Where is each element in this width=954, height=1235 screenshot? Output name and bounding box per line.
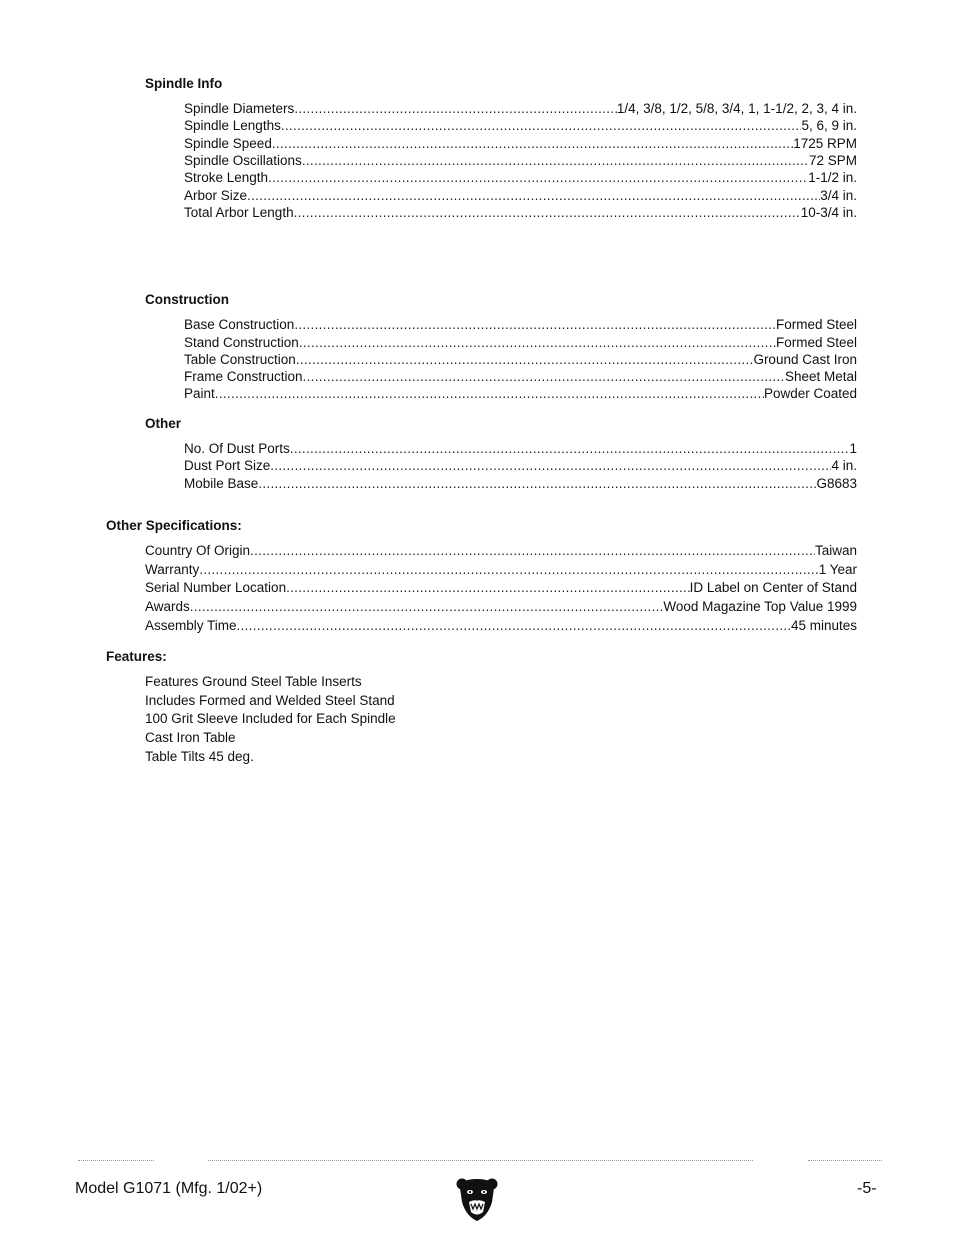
section-heading-spindle-info: Spindle Info xyxy=(145,76,223,91)
spec-value: 4 in. xyxy=(831,458,857,473)
footer-model-text: Model G1071 (Mfg. 1/02+) xyxy=(75,1180,263,1197)
spec-label: Spindle Speed xyxy=(184,136,272,151)
spec-row xyxy=(145,617,857,634)
spec-row xyxy=(145,598,857,615)
spec-label: Spindle Oscillations xyxy=(184,153,302,168)
spec-row xyxy=(184,204,857,221)
leader-dots xyxy=(270,457,831,474)
leader-dots xyxy=(294,100,617,117)
spec-value: 72 SPM xyxy=(808,153,857,168)
spec-label: Frame Construction xyxy=(184,369,303,384)
spec-value: 3/4 in. xyxy=(820,188,857,203)
spec-value: Sheet Metal xyxy=(784,369,857,384)
leader-dots xyxy=(190,598,664,615)
leader-dots xyxy=(258,475,816,492)
spec-row xyxy=(184,475,857,492)
spec-value: Taiwan xyxy=(814,543,857,558)
leader-dots xyxy=(303,368,785,385)
leader-dots xyxy=(290,440,850,457)
spec-label: Spindle Lengths xyxy=(184,118,281,133)
spec-row xyxy=(145,561,857,578)
spec-row xyxy=(184,457,857,474)
spec-value: 1725 RPM xyxy=(793,136,857,151)
leader-dots xyxy=(268,169,808,186)
scan-artifact xyxy=(808,1160,882,1165)
spec-value: Formed Steel xyxy=(775,335,857,350)
spec-label: Dust Port Size xyxy=(184,458,271,473)
section-heading-construction: Construction xyxy=(145,292,229,307)
leader-dots xyxy=(199,561,818,578)
feature-item: Includes Formed and Welded Steel Stand xyxy=(145,693,395,708)
spec-label: Assembly Time xyxy=(145,618,237,633)
feature-item: Features Ground Steel Table Inserts xyxy=(145,674,362,689)
leader-dots xyxy=(294,316,776,333)
spec-row xyxy=(184,351,857,368)
spec-value: 5, 6, 9 in. xyxy=(801,118,857,133)
spec-value: ID Label on Center of Stand xyxy=(689,580,857,595)
spec-row xyxy=(184,316,857,333)
spec-row xyxy=(184,169,857,186)
section-heading-other-specifications: Other Specifications: xyxy=(106,518,242,533)
leader-dots xyxy=(272,135,793,152)
leader-dots xyxy=(286,579,690,596)
spec-label: Serial Number Location xyxy=(145,580,287,595)
leader-dots xyxy=(247,187,820,204)
spec-row xyxy=(184,187,857,204)
leader-dots xyxy=(237,617,791,634)
spec-value: Ground Cast Iron xyxy=(753,352,857,367)
spec-row xyxy=(184,135,857,152)
leader-dots xyxy=(296,351,754,368)
spec-row xyxy=(145,542,857,559)
leader-dots xyxy=(302,152,809,169)
leader-dots xyxy=(250,542,815,559)
spec-label: Arbor Size xyxy=(184,188,248,203)
spec-label: Paint xyxy=(184,386,215,401)
spec-row xyxy=(184,385,857,402)
spec-label: Country Of Origin xyxy=(145,543,251,558)
scan-artifact xyxy=(78,1160,154,1165)
spec-value: 1 xyxy=(849,441,857,456)
spec-value: 1-1/2 in. xyxy=(808,170,857,185)
spec-label: Stand Construction xyxy=(184,335,299,350)
spec-value: Wood Magazine Top Value 1999 xyxy=(663,599,857,614)
leader-dots xyxy=(215,385,764,402)
spec-row xyxy=(184,117,857,134)
spec-row xyxy=(145,579,857,596)
spec-value: 1/4, 3/8, 1/2, 5/8, 3/4, 1, 1-1/2, 2, 3, 4 in. xyxy=(616,101,857,116)
spec-value: Formed Steel xyxy=(775,317,857,332)
spec-row xyxy=(184,368,857,385)
spec-label: Total Arbor Length xyxy=(184,205,294,220)
spec-value: 45 minutes xyxy=(790,618,857,633)
spec-label: No. Of Dust Ports xyxy=(184,441,290,456)
spec-row xyxy=(184,100,857,117)
scan-artifact xyxy=(208,1160,753,1165)
spec-value: 1 Year xyxy=(818,562,857,577)
spec-value: 10-3/4 in. xyxy=(800,205,857,220)
footer-page-number: -5- xyxy=(857,1180,877,1197)
spec-label: Spindle Diameters xyxy=(184,101,295,116)
leader-dots xyxy=(299,334,776,351)
spec-label: Awards xyxy=(145,599,190,614)
section-heading-features: Features: xyxy=(106,649,167,664)
spec-label: Stroke Length xyxy=(184,170,269,185)
feature-item: 100 Grit Sleeve Included for Each Spindle xyxy=(145,711,396,726)
section-heading-other: Other xyxy=(145,416,182,431)
feature-item: Cast Iron Table xyxy=(145,730,236,745)
spec-label: Warranty xyxy=(145,562,200,577)
spec-label: Base Construction xyxy=(184,317,295,332)
spec-row xyxy=(184,440,857,457)
feature-item: Table Tilts 45 deg. xyxy=(145,749,254,764)
spec-label: Mobile Base xyxy=(184,476,259,491)
bear-logo-icon xyxy=(456,1176,498,1222)
leader-dots xyxy=(294,204,801,221)
spec-value: Powder Coated xyxy=(763,386,857,401)
spec-label: Table Construction xyxy=(184,352,296,367)
spec-value: G8683 xyxy=(816,476,857,491)
leader-dots xyxy=(281,117,802,134)
spec-row xyxy=(184,334,857,351)
spec-row xyxy=(184,152,857,169)
